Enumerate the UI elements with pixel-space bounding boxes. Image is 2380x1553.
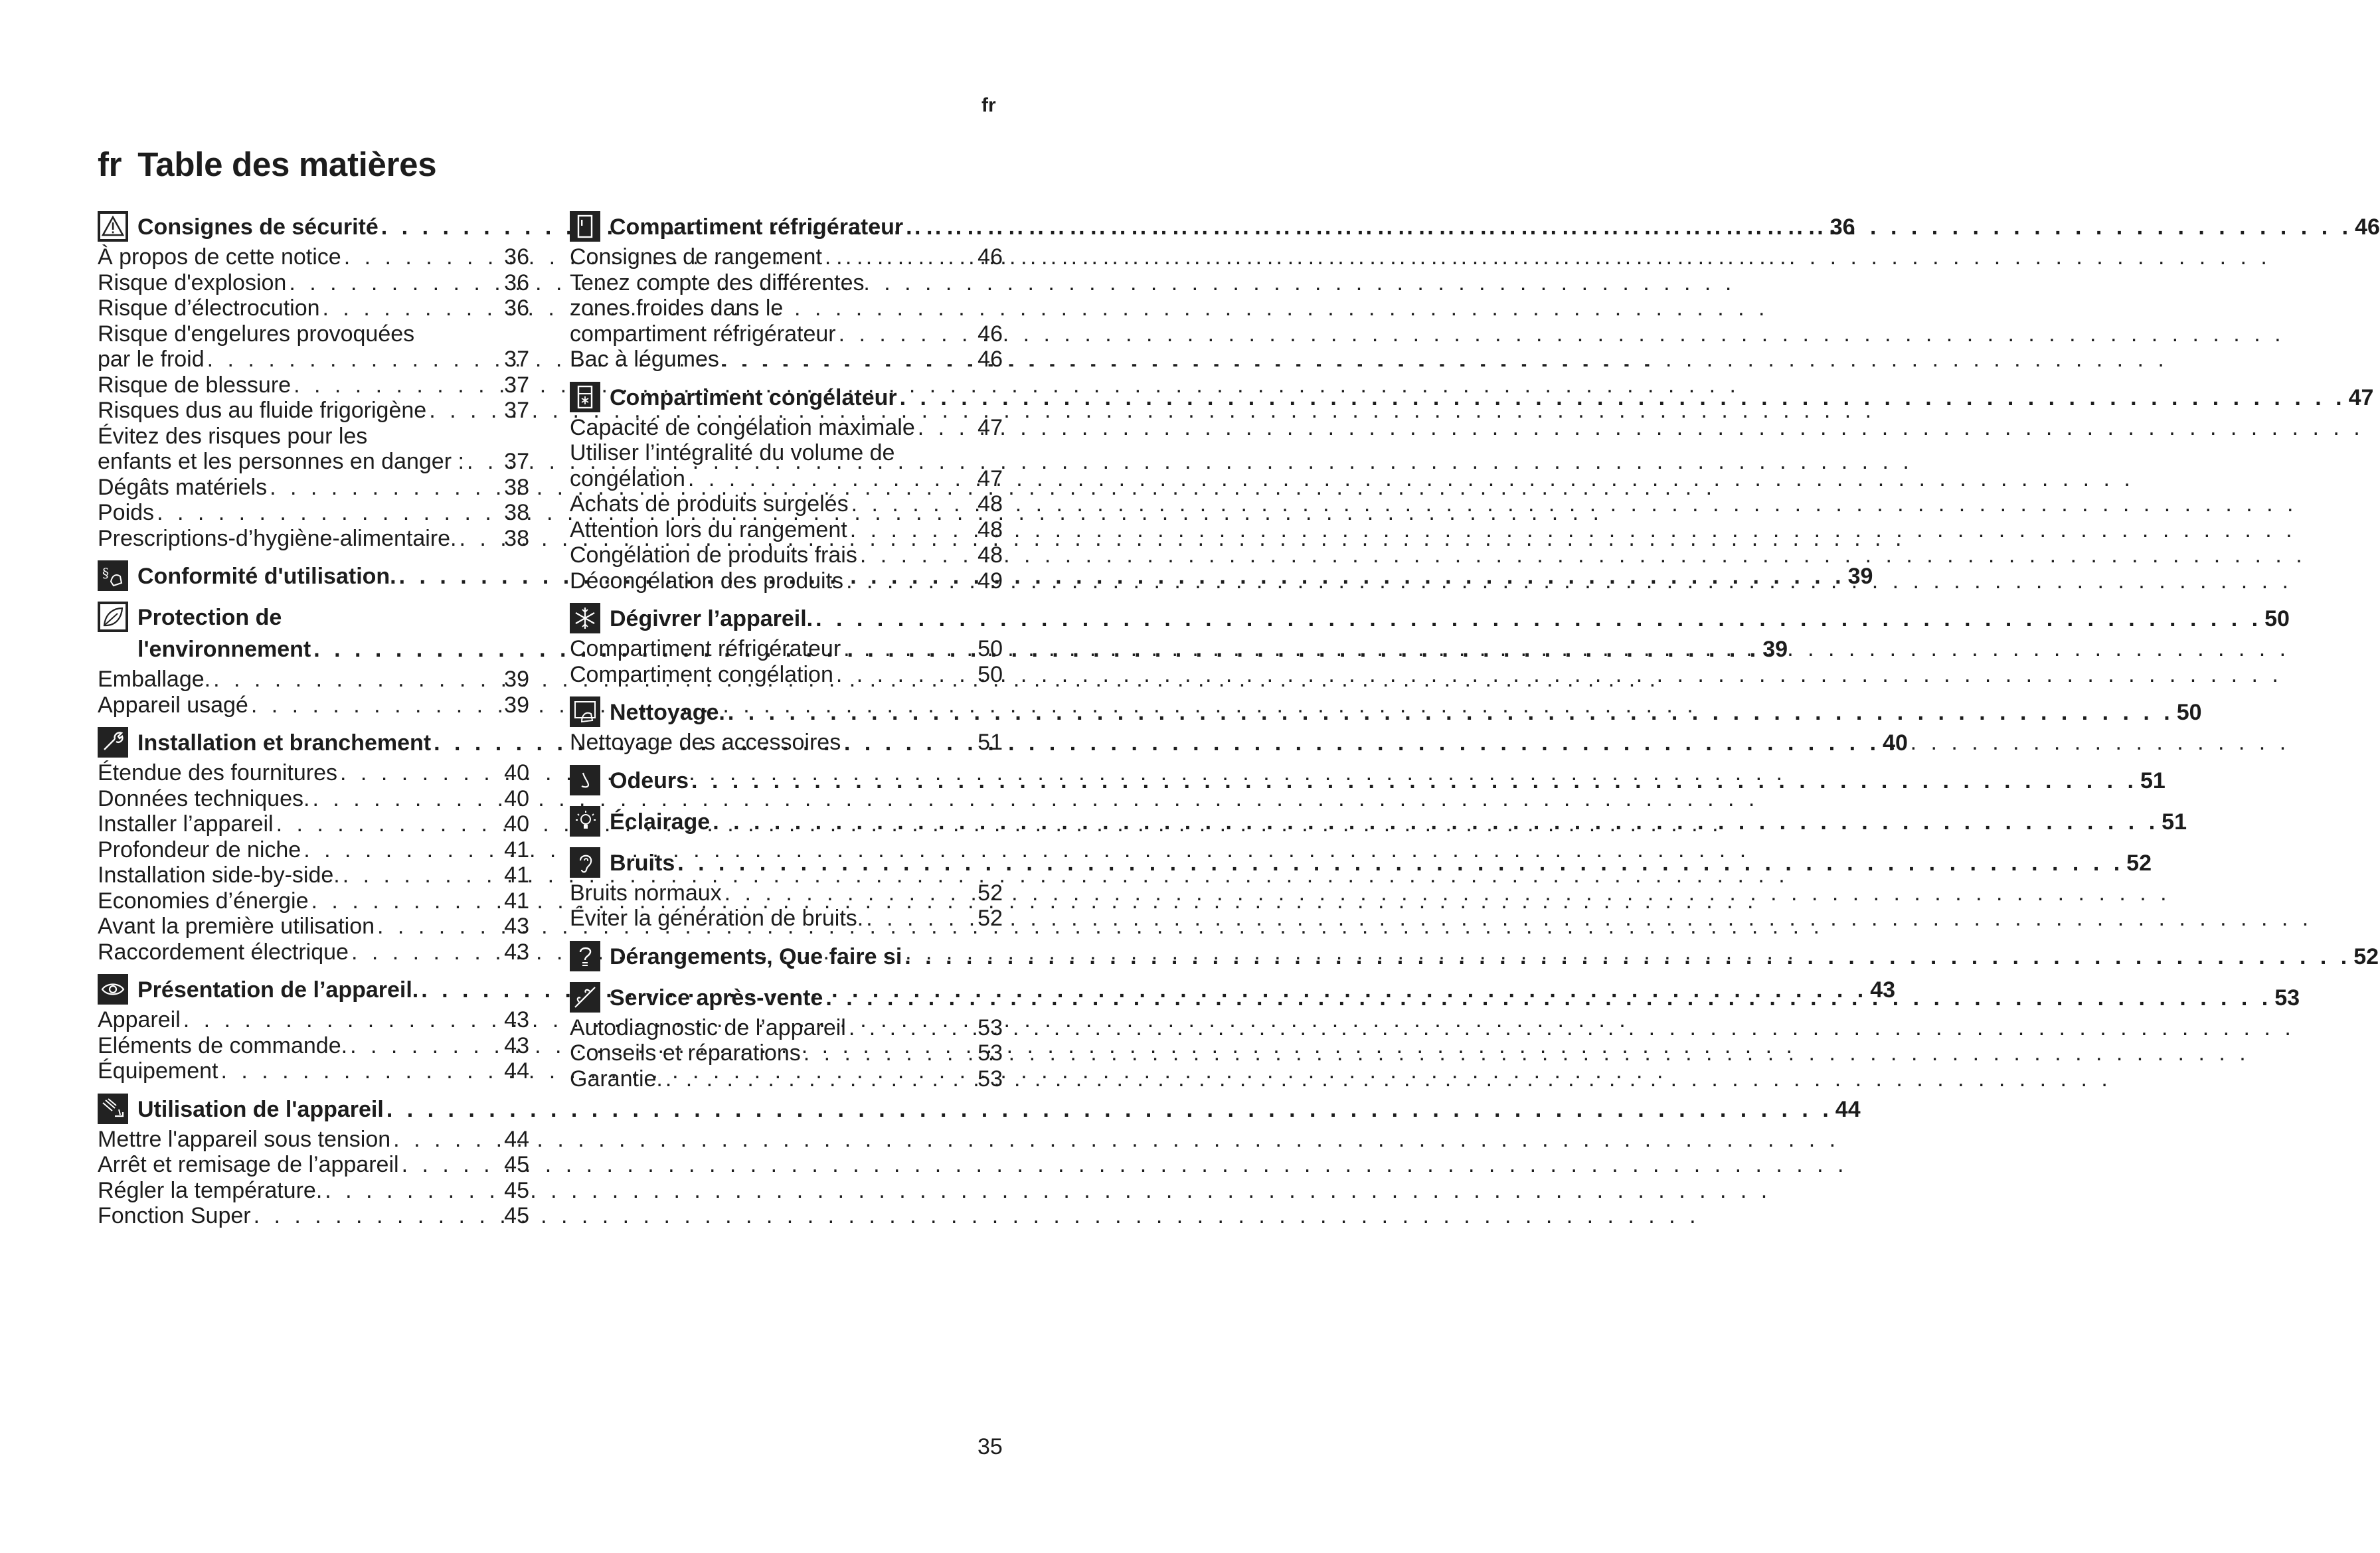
entry-text: À propos de cette notice	[98, 244, 341, 270]
dot-leader	[918, 415, 975, 441]
section-heading[interactable]	[570, 806, 2187, 838]
section-title	[610, 603, 2290, 635]
section-title-text: Dégivrer l’appareil.	[610, 606, 813, 631]
page-ref: 37	[504, 372, 529, 398]
dot-leader	[207, 347, 502, 372]
dot-leader	[351, 940, 501, 965]
page-ref: 39	[504, 667, 529, 692]
section-entries	[570, 636, 1003, 687]
page-ref: 43	[504, 1007, 529, 1032]
dot-leader	[904, 941, 2351, 973]
toc-entry[interactable]	[98, 1203, 529, 1229]
page-ref: 51	[978, 730, 1003, 755]
entry-text: Achats de produits surgelés	[570, 491, 849, 517]
section-heading[interactable]	[570, 941, 2379, 973]
page-ref: 41	[504, 837, 529, 862]
dot-leader	[429, 398, 501, 424]
dot-leader	[804, 1040, 975, 1066]
dot-leader	[311, 888, 502, 914]
section-title	[610, 382, 2373, 414]
section-title-row	[610, 603, 2290, 635]
section-title-text: Nettoyage.	[610, 700, 725, 725]
section-title-text: Éclairage	[610, 809, 711, 835]
dot-leader	[866, 906, 975, 932]
dot-leader	[825, 982, 2272, 1014]
entry-text: Autodiagnostic de l’appareil	[570, 1015, 846, 1040]
section-title-row	[610, 941, 2379, 973]
toc-entry[interactable]	[98, 667, 529, 693]
section-entries	[98, 244, 529, 551]
section-entries	[98, 1127, 529, 1229]
entry-text-line: Utiliser l’intégralité du volume de	[570, 440, 895, 465]
section-title-line: Protection de	[137, 605, 282, 630]
section-title	[610, 696, 2202, 728]
hand-control-icon	[98, 1094, 128, 1124]
section-heading[interactable]	[98, 1094, 1861, 1125]
section-entries	[570, 1015, 1003, 1092]
section-heading[interactable]	[570, 696, 2202, 728]
dot-leader	[213, 667, 501, 693]
section-title-row	[610, 806, 2187, 838]
section-page: 53	[2274, 985, 2300, 1011]
toc-entry[interactable]	[570, 244, 1003, 270]
dot-leader	[325, 1178, 501, 1204]
toc-entry[interactable]	[570, 542, 1003, 568]
page-ref: 49	[978, 568, 1003, 594]
page-number: 35	[978, 1434, 1003, 1459]
paragraph-hand-icon	[98, 560, 128, 591]
ear-icon	[570, 847, 600, 878]
dot-leader	[860, 542, 975, 568]
section-heading[interactable]	[570, 765, 2166, 797]
section-page: 51	[2140, 768, 2166, 793]
entry-text-line: Évitez des risques pour les	[98, 423, 368, 449]
toc-entry[interactable]	[98, 811, 529, 837]
entry-text: Bruits normaux	[570, 880, 722, 906]
toc-entry[interactable]	[98, 693, 529, 718]
entry-text-line: Tenez compte des différentes	[570, 270, 865, 295]
page-ref: 47	[978, 465, 1003, 491]
toc-entry[interactable]	[570, 321, 1003, 347]
entry-text: Compartiment réfrigérateur	[570, 636, 841, 661]
section-title-text: Présentation de l’appareil.	[137, 977, 419, 1003]
entry-text: Economies d’énergie	[98, 888, 309, 914]
svg-text:§: §	[102, 565, 109, 581]
dot-leader	[386, 1094, 1833, 1125]
page-ref: 46	[978, 244, 1003, 270]
entry-text: Équipement	[98, 1058, 218, 1084]
section-title-text: Utilisation de l'appareil	[137, 1096, 384, 1122]
page-ref: 46	[978, 347, 1003, 372]
toc-entry[interactable]	[98, 1152, 529, 1178]
page-ref: 43	[504, 939, 529, 965]
snowflake-icon	[570, 603, 600, 633]
page-ref: 48	[978, 542, 1003, 568]
dot-leader	[825, 244, 975, 270]
entry-text: Eléments de commande.	[98, 1032, 348, 1058]
entry-text: par le froid	[98, 347, 205, 372]
section-title	[610, 765, 2166, 797]
toc-entry[interactable]	[98, 398, 529, 424]
section-entries	[570, 415, 1003, 594]
section-entries	[98, 1007, 529, 1084]
dot-leader	[724, 880, 976, 906]
dot-leader	[839, 321, 976, 347]
toc-entry[interactable]	[98, 270, 529, 296]
section-title-row	[610, 211, 2380, 243]
section-page: 39	[1762, 637, 1788, 662]
entry-text: Décongélation des produits	[570, 568, 844, 594]
page-ref: 40	[504, 760, 529, 785]
page-ref: 43	[504, 914, 529, 939]
dot-leader	[677, 847, 2124, 879]
title-language: fr	[98, 145, 122, 183]
section-title-text: Installation et branchement	[137, 730, 432, 756]
section-title	[610, 211, 2380, 243]
toc-entry[interactable]	[98, 500, 529, 526]
question-icon	[570, 941, 600, 971]
toc-entry[interactable]	[98, 914, 529, 940]
entry-text: Raccordement électrique	[98, 939, 349, 965]
page-ref: 47	[978, 414, 1003, 440]
dot-leader	[728, 696, 2174, 728]
section-title-row	[137, 1094, 1861, 1125]
dot-leader	[251, 693, 501, 718]
toc-section	[98, 1094, 1861, 1229]
page-ref: 45	[504, 1177, 529, 1203]
page-ref: 36	[504, 270, 529, 295]
section-page: 43	[1870, 977, 1896, 1003]
entry-text: Nettoyage des accessoires	[570, 730, 841, 755]
toc-entry[interactable]	[570, 1040, 1003, 1066]
page-ref: 36	[504, 295, 529, 321]
page-ref: 48	[978, 491, 1003, 517]
page-ref: 36	[504, 244, 529, 270]
section-title-text: Dérangements, Que faire si	[610, 943, 902, 969]
warning-triangle-icon	[98, 211, 128, 242]
entry-text: Risque d'explosion	[98, 270, 287, 295]
toc-entry[interactable]	[570, 568, 1003, 594]
entry-text: Congélation de produits frais	[570, 542, 857, 568]
toc-section	[570, 806, 2187, 838]
page-ref: 37	[504, 347, 529, 372]
nose-icon	[570, 765, 600, 795]
page-ref: 46	[978, 321, 1003, 347]
page-ref: 38	[504, 474, 529, 500]
entry-text: Fonction Super	[98, 1203, 251, 1228]
page-ref: 40	[504, 785, 529, 811]
entry-text: Capacité de congélation maximale	[570, 414, 915, 440]
toc-entry[interactable]	[98, 526, 529, 552]
section-page: 52	[2353, 943, 2379, 969]
page-ref: 38	[504, 500, 529, 525]
toc-entry[interactable]	[570, 1015, 1003, 1041]
dot-leader	[312, 786, 501, 812]
dot-leader	[459, 526, 501, 552]
toc-entry[interactable]	[98, 244, 529, 270]
toc-entry[interactable]	[98, 449, 529, 475]
language-tag: fr	[981, 94, 996, 116]
entry-text: Risques dus au fluide frigorigène	[98, 398, 427, 423]
phone-icon	[570, 982, 600, 1013]
entry-text: compartiment réfrigérateur	[570, 321, 836, 347]
section-entries	[98, 760, 529, 965]
dot-leader	[254, 1203, 502, 1229]
page-title	[98, 145, 436, 184]
toc-entry[interactable]	[98, 760, 529, 786]
entry-text: Éviter la génération de bruits.	[570, 906, 864, 931]
entry-text: Dégâts matériels	[98, 474, 268, 500]
dot-leader	[183, 1007, 501, 1033]
section-title-row	[610, 982, 2300, 1014]
dot-leader	[688, 466, 975, 492]
page-ref: 52	[978, 906, 1003, 931]
entry-text: Poids	[98, 500, 155, 525]
entry-text: Risque d’électrocution	[98, 295, 320, 321]
page-ref: 37	[504, 398, 529, 423]
page-ref: 50	[978, 636, 1003, 661]
page-ref: 41	[504, 862, 529, 888]
toc-entry[interactable]	[570, 517, 1003, 543]
entry-text: congélation	[570, 465, 685, 491]
dot-leader	[843, 636, 975, 662]
toc-section	[570, 847, 2152, 932]
dot-leader	[350, 1033, 501, 1059]
toc-entry[interactable]	[98, 786, 529, 812]
toc-entry[interactable]	[98, 475, 529, 501]
toc-entry[interactable]	[570, 662, 1003, 688]
entry-text: Attention lors du rangement	[570, 517, 847, 542]
section-entries	[570, 880, 1003, 932]
page-ref: 53	[978, 1015, 1003, 1040]
section-title	[610, 806, 2187, 838]
section-page: 52	[2126, 850, 2152, 876]
toc-entry[interactable]	[570, 730, 1003, 756]
dot-leader	[220, 1058, 501, 1084]
dot-leader	[402, 1152, 502, 1178]
toc-entry[interactable]	[570, 347, 1003, 372]
dot-leader	[849, 1015, 975, 1041]
dot-leader	[303, 837, 501, 863]
dot-leader	[344, 244, 501, 270]
entry-text: Données techniques.	[98, 785, 310, 811]
section-title	[610, 982, 2300, 1014]
section-title-row	[610, 696, 2202, 728]
dot-leader	[906, 211, 2352, 243]
toc-entry[interactable]	[98, 1127, 529, 1153]
dot-leader	[846, 568, 975, 594]
page-ref: 41	[504, 888, 529, 914]
entry-text: Régler la température.	[98, 1177, 323, 1203]
page-ref: 45	[504, 1152, 529, 1177]
toc-entry[interactable]	[98, 888, 529, 914]
section-title-text: Service après-vente	[610, 985, 823, 1011]
entry-text-line: zones froides dans le	[570, 295, 784, 321]
dot-leader	[377, 914, 501, 940]
toc-entry[interactable]	[98, 295, 529, 321]
dot-leader	[393, 1127, 501, 1153]
section-page: 40	[1883, 730, 1908, 756]
title-text: Table des matières	[137, 145, 437, 183]
section-title-row	[610, 765, 2166, 797]
entry-text: Bac à légumes	[570, 347, 719, 372]
section-title	[137, 1094, 1861, 1125]
dot-leader	[850, 517, 975, 543]
toc-entry[interactable]	[570, 415, 1003, 441]
page-ref: 53	[978, 1040, 1003, 1066]
page-ref: 53	[978, 1066, 1003, 1092]
toc-entry[interactable]	[98, 837, 529, 863]
section-page: 36	[1829, 214, 1855, 240]
page-ref: 44	[504, 1058, 529, 1084]
entry-text: Mettre l'appareil sous tension	[98, 1126, 391, 1152]
section-title-row	[610, 382, 2373, 414]
toc-entry[interactable]	[98, 1178, 529, 1204]
section-title-text: Consignes de sécurité	[137, 214, 379, 240]
section-title-text: l'environnement	[137, 637, 311, 662]
section-entries	[98, 667, 529, 718]
toc-section	[570, 765, 2166, 797]
page-ref: 38	[504, 525, 529, 551]
dot-leader	[343, 862, 501, 888]
section-entries	[570, 244, 1003, 372]
entry-text: Appareil	[98, 1007, 181, 1032]
entry-text: Emballage.	[98, 667, 211, 692]
section-title-row	[610, 847, 2152, 879]
dot-leader	[713, 806, 2159, 838]
toc-entry[interactable]	[570, 636, 1003, 662]
dot-leader	[836, 662, 975, 688]
wrench-icon	[98, 727, 128, 758]
toc-entry[interactable]	[98, 347, 529, 372]
section-entries	[570, 730, 1003, 756]
dot-leader	[270, 475, 501, 501]
toc-entry[interactable]	[570, 491, 1003, 517]
page-ref: 48	[978, 517, 1003, 542]
page-ref: 43	[504, 1032, 529, 1058]
toc-section	[570, 941, 2379, 973]
entry-text-line: Risque d'engelures provoquées	[98, 321, 415, 347]
section-page: 44	[1835, 1096, 1861, 1122]
entry-text: Garantie.	[570, 1066, 663, 1092]
dot-leader	[294, 372, 501, 398]
entry-text: Installer l’appareil	[98, 811, 274, 837]
section-page: 51	[2162, 809, 2187, 835]
section-heading[interactable]	[570, 382, 2374, 414]
section-heading[interactable]	[570, 603, 2290, 635]
entry-text: Étendue des fournitures	[98, 760, 338, 785]
section-title	[610, 941, 2379, 973]
page-ref: 44	[504, 1126, 529, 1152]
entry-text: Risque de blessure	[98, 372, 292, 398]
leaf-icon	[98, 602, 128, 632]
dot-leader	[843, 730, 975, 756]
section-title-text: Odeurs	[610, 768, 689, 793]
toc-entry[interactable]	[98, 940, 529, 965]
section-title-text: Bruits	[610, 850, 675, 876]
dot-leader	[722, 347, 975, 372]
section-page: 50	[2264, 606, 2290, 631]
entry-text: Prescriptions-d’hygiène-alimentaire.	[98, 525, 457, 551]
dot-leader	[815, 603, 2262, 635]
section-title-text: Conformité d'utilisation.	[137, 564, 396, 589]
page-ref: 40	[504, 811, 529, 837]
dot-leader	[340, 760, 501, 786]
section-title-text: Compartiment réfrigérateur	[610, 214, 904, 240]
entry-text: enfants et les personnes en danger :	[98, 449, 464, 474]
toc-entry[interactable]	[570, 906, 1003, 932]
section-heading[interactable]	[570, 847, 2152, 879]
page-ref: 50	[978, 661, 1003, 687]
section-page: 50	[2176, 700, 2202, 725]
entry-text: Profondeur de niche	[98, 837, 301, 862]
entry-text: Consignes de rangement	[570, 244, 822, 270]
dot-leader	[276, 811, 502, 837]
page-ref: 37	[504, 449, 529, 474]
lightbulb-icon	[570, 806, 600, 837]
fridge-icon	[570, 211, 600, 242]
entry-text: Arrêt et remisage de l’appareil	[98, 1152, 399, 1177]
toc-entry[interactable]	[98, 1007, 529, 1033]
toc-entry[interactable]	[98, 1058, 529, 1084]
entry-text: Avant la première utilisation	[98, 914, 375, 939]
entry-text: Conseils et réparations	[570, 1040, 801, 1066]
page-ref: 52	[978, 880, 1003, 906]
freezer-icon	[570, 382, 600, 412]
section-title-text: Compartiment congélateur	[610, 384, 897, 410]
toc-entry[interactable]	[570, 466, 1003, 492]
entry-text: Compartiment congélation	[570, 661, 833, 687]
section-page: 47	[2348, 384, 2374, 410]
toc-entry[interactable]	[98, 862, 529, 888]
section-page: 39	[1847, 564, 1873, 589]
toc-entry[interactable]	[98, 372, 529, 398]
dot-leader	[665, 1066, 975, 1092]
toc-entry[interactable]	[570, 880, 1003, 906]
dot-leader	[851, 491, 976, 517]
dot-leader	[691, 765, 2138, 797]
dot-leader	[323, 295, 502, 321]
dot-leader	[900, 382, 2346, 414]
toc-entry[interactable]	[570, 1066, 1003, 1092]
entry-text: Appareil usagé	[98, 692, 248, 718]
dot-leader	[289, 270, 501, 296]
toc-entry[interactable]	[98, 1033, 529, 1059]
page-ref: 45	[504, 1203, 529, 1228]
cleaning-hand-icon	[570, 696, 600, 727]
eye-icon	[98, 974, 128, 1005]
entry-text: Installation side-by-side.	[98, 862, 340, 888]
section-page: 46	[2355, 214, 2380, 240]
dot-leader	[467, 449, 501, 475]
page-ref: 39	[504, 692, 529, 718]
dot-leader	[157, 500, 501, 526]
section-title	[610, 847, 2152, 879]
